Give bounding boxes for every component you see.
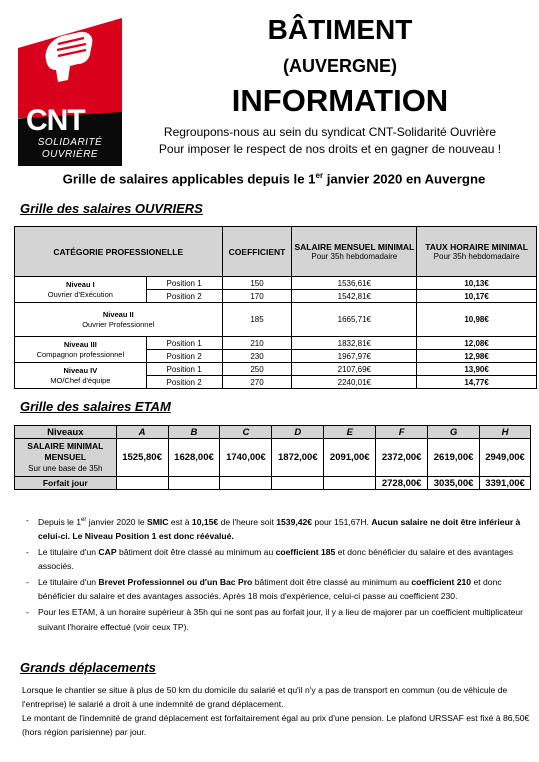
forfait-label: Forfait jour: [15, 477, 117, 490]
header-coefficient: COEFFICIENT: [222, 227, 292, 277]
position-cell: Position 1: [146, 363, 222, 376]
table-row: [15, 303, 537, 337]
section-grands-title: Grands déplacements: [20, 660, 156, 675]
forfait-cell: 2728,00€: [376, 477, 428, 490]
grands-paragraph-2: Le montant de l'indemnité de grand déplacement est forfaitairement égal au prix d'une pension. Le plafond URSSAF est fixé à 86,50€ (hors région parisienne) par jour.: [22, 713, 530, 737]
level-e: E: [324, 426, 376, 439]
salaire-cell: 1872,00€: [272, 439, 324, 477]
logo-sub-1: SOLIDARITÉ: [37, 137, 103, 148]
header-information: INFORMATION: [231, 83, 449, 118]
niveau-cell: Niveau III Compagnon professionnel: [15, 337, 147, 363]
taux-cell: 13,90€: [417, 363, 537, 376]
salaire-cell: 2107,69€: [292, 363, 417, 376]
taux-cell: 10,98€: [417, 303, 537, 337]
niveau-cell: Niveau I Ouvrier d'Exécution: [15, 277, 147, 303]
taux-cell: 10,13€: [417, 277, 537, 290]
table-row: [15, 337, 537, 350]
coef-cell: 270: [222, 376, 292, 389]
header-batiment: BÂTIMENT: [267, 14, 413, 45]
header-auvergne: (AUVERGNE): [282, 56, 397, 76]
salaire-cell: 1525,80€: [116, 439, 168, 477]
intro-line-2: Pour imposer le respect de nos droits et en gagner de nouveau !: [158, 142, 502, 156]
notes-list: [26, 513, 526, 636]
salaire-cell: 1628,00€: [168, 439, 220, 477]
section-ouvriers-title: Grille des salaires OUVRIERS: [20, 201, 203, 216]
etam-salaire-row: [15, 439, 531, 477]
note-smic: - Depuis le 1er janvier 2020 le SMIC est à 10,15€ de l'heure soit 1539,42€ pour 151,67H. Aucun salaire ne doit être inférieur à celui-ci. Le Niveau Position 1 est donc réévalué.: [26, 513, 526, 543]
etam-levels-row: [15, 426, 531, 439]
taux-cell: 10,17€: [417, 290, 537, 303]
salaire-cell: 1665,71€: [292, 303, 417, 337]
salaire-cell: 1536,61€: [292, 277, 417, 290]
forfait-cell: [168, 477, 220, 490]
position-cell: Position 1: [146, 337, 222, 350]
level-g: G: [428, 426, 480, 439]
taux-cell: 12,08€: [417, 337, 537, 350]
grands-paragraph-1: Lorsque le chantier se situe à plus de 50 km du domicile du salarié et qu'il n'y a pas de transport en commun (ou de véhicule de l'entreprise) le salarié a droit à une indemnité de grand déplacement.: [22, 685, 508, 709]
level-h: H: [480, 426, 531, 439]
fist-icon: [40, 30, 100, 88]
salaire-cell: 2372,00€: [376, 439, 428, 477]
level-c: C: [220, 426, 272, 439]
coef-cell: 185: [222, 303, 292, 337]
note-cap: - Le titulaire d'un CAP bâtiment doit être classé au minimum au coefficient 185 et donc bénéficier du salaire et des avantages associés.: [26, 545, 526, 573]
salaire-cell: 2240,01€: [292, 376, 417, 389]
position-cell: Position 2: [146, 350, 222, 363]
forfait-cell: [220, 477, 272, 490]
forfait-cell: [116, 477, 168, 490]
coef-cell: 150: [222, 277, 292, 290]
header-taux: TAUX HORAIRE MINIMAL Pour 35h hebdomadaire: [417, 227, 537, 277]
header-categorie: CATÉGORIE PROFESSIONELLE: [15, 227, 223, 277]
salaire-cell: 1967,97€: [292, 350, 417, 363]
forfait-cell: [272, 477, 324, 490]
etam-forfait-row: [15, 477, 531, 490]
coef-cell: 250: [222, 363, 292, 376]
niveaux-label: Niveaux: [15, 426, 117, 439]
note-etam: - Pour les ETAM, à un horaire supérieur à 35h qui ne sont pas au forfait jour, il y a lieu de majorer par un coefficient multiplicateur suivant l'horaire effectué (voir ceux TP).: [26, 605, 526, 633]
ouvriers-table: [14, 226, 537, 389]
table-row: [15, 363, 537, 376]
level-f: F: [376, 426, 428, 439]
forfait-cell: 3035,00€: [428, 477, 480, 490]
forfait-cell: [324, 477, 376, 490]
etam-table: [14, 425, 531, 490]
salaire-cell: 2619,00€: [428, 439, 480, 477]
logo-text: CNT: [26, 104, 85, 137]
salaire-cell: 1740,00€: [220, 439, 272, 477]
coef-cell: 210: [222, 337, 292, 350]
salaire-cell: 2949,00€: [480, 439, 531, 477]
position-cell: Position 2: [146, 290, 222, 303]
level-b: B: [168, 426, 220, 439]
position-cell: Position 2: [146, 376, 222, 389]
coef-cell: 170: [222, 290, 292, 303]
logo-sub-2: OUVRIÈRE: [41, 149, 99, 160]
table-row: [15, 277, 537, 290]
forfait-cell: 3391,00€: [480, 477, 531, 490]
taux-cell: 12,98€: [417, 350, 537, 363]
salaire-cell: 2091,00€: [324, 439, 376, 477]
niveau-cell: Niveau IV MO/Chef d'équipe: [15, 363, 147, 389]
header-salaire: SALAIRE MENSUEL MINIMAL Pour 35h hebdomadaire: [292, 227, 417, 277]
level-d: D: [272, 426, 324, 439]
section-etam-title: Grille des salaires ETAM: [20, 399, 171, 414]
level-a: A: [116, 426, 168, 439]
grands-text: [22, 683, 532, 739]
salaire-cell: 1832,81€: [292, 337, 417, 350]
cnt-logo: [18, 18, 122, 166]
salaire-cell: 1542,81€: [292, 290, 417, 303]
coef-cell: 230: [222, 350, 292, 363]
niveau-cell: Niveau II Ouvrier Professionnel: [15, 303, 223, 337]
intro-line-1: Regroupons-nous au sein du syndicat CNT-Solidarité Ouvrière: [163, 125, 497, 139]
taux-cell: 14,77€: [417, 376, 537, 389]
note-bp: - Le titulaire d'un Brevet Professionnel ou d'un Bac Pro bâtiment doit être classé au minimum au coefficient 210 et donc bénéficier du salaire et des avantages associés. Après 18 mois d'expérience, celui-ci passe au coefficient 230.: [26, 575, 526, 603]
position-cell: Position 1: [146, 277, 222, 290]
grille-title: Grille de salaires applicables depuis le 1er janvier 2020 en Auvergne: [62, 171, 486, 187]
salaire-label: SALAIRE MINIMAL MENSUEL Sur une base de 35h: [15, 439, 117, 477]
